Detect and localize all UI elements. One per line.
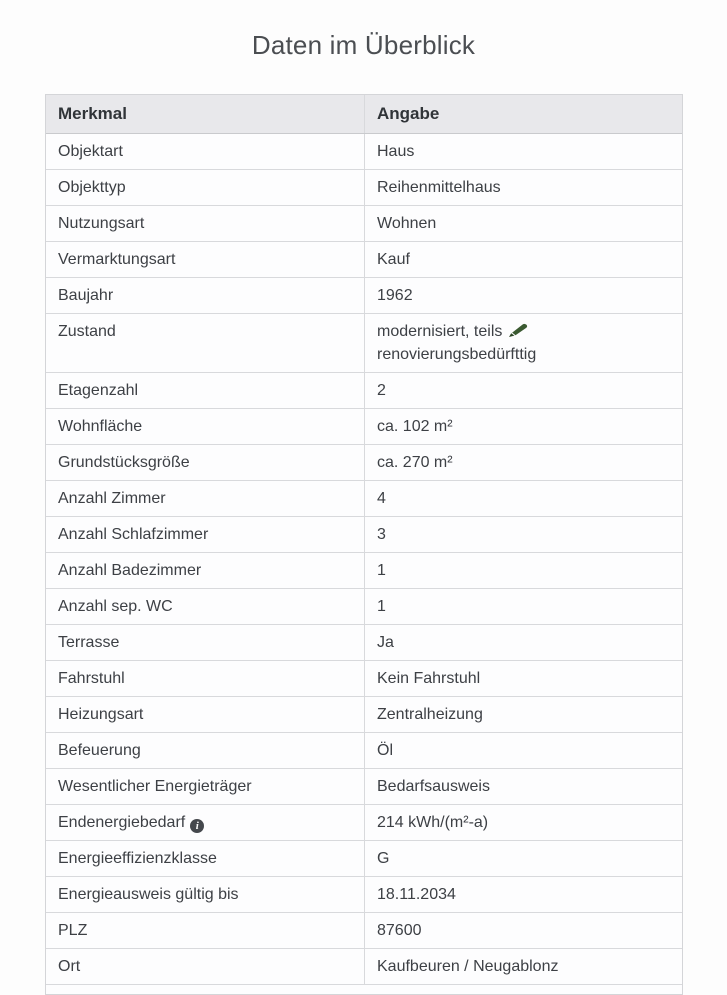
row-label: Baujahr: [58, 287, 114, 304]
row-label: Zustand: [58, 323, 116, 340]
row-value-cell: [364, 206, 682, 241]
row-value: Haus: [377, 143, 415, 160]
table-row: [46, 948, 682, 984]
row-label-cell: [46, 170, 364, 205]
row-label: Vermarktungsart: [58, 251, 176, 268]
row-value: Wohnen: [377, 215, 437, 232]
row-value: Reihenmittelhaus: [377, 179, 501, 196]
row-value: 18.11.2034: [377, 886, 456, 903]
row-label: Wesentlicher Energieträger: [58, 778, 252, 795]
row-value-cell: [364, 170, 682, 205]
row-label: Anzahl sep. WC: [58, 598, 173, 615]
row-value: Kein Fahrstuhl: [377, 670, 481, 687]
row-value: 1962: [377, 287, 413, 304]
row-value-cell: [364, 661, 682, 696]
row-value: Bedarfsausweis: [377, 778, 490, 795]
property-data-page: [0, 30, 727, 990]
row-value-cell: [364, 877, 682, 912]
table-row: [46, 804, 682, 840]
row-value: 214 kWh/(m²-a): [377, 814, 489, 831]
table-row: [46, 372, 682, 408]
row-label: Terrasse: [58, 634, 120, 651]
table-row: [46, 552, 682, 588]
table-row: [46, 241, 682, 277]
row-value: Zentralheizung: [377, 706, 483, 723]
row-label-cell: [46, 409, 364, 444]
page-title: Daten im Überblick: [251, 30, 476, 60]
table-row: [46, 696, 682, 732]
row-label-cell: [46, 481, 364, 516]
row-label: Grundstücksgröße: [58, 454, 190, 471]
table-row: [46, 444, 682, 480]
row-value-cell: [364, 733, 682, 768]
table-row: [46, 313, 682, 372]
row-label: Anzahl Badezimmer: [58, 562, 202, 579]
table-row: [46, 205, 682, 241]
row-label-cell: [46, 841, 364, 876]
table-row: [46, 912, 682, 948]
table-row: [46, 732, 682, 768]
row-label-cell: [46, 206, 364, 241]
row-value-cell: [364, 314, 682, 372]
row-value-cell: [364, 913, 682, 948]
table-row: [46, 768, 682, 804]
row-value-cell: [364, 697, 682, 732]
row-value: 87600: [377, 922, 422, 939]
table-row: [46, 660, 682, 696]
table-row: [46, 169, 682, 205]
row-label: Wohnfläche: [58, 418, 143, 435]
row-label: Heizungsart: [58, 706, 144, 723]
row-label: Nutzungsart: [58, 215, 145, 232]
row-value: 1: [377, 598, 386, 615]
row-label: Objekttyp: [58, 179, 126, 196]
row-label-cell: [46, 805, 364, 840]
property-data-table: [45, 94, 683, 995]
row-value: Öl: [377, 742, 393, 759]
row-label-cell: [46, 134, 364, 169]
row-label-cell: [46, 517, 364, 552]
row-label-cell: [46, 949, 364, 984]
row-label-cell: [46, 625, 364, 660]
row-label: Energieausweis gültig bis: [58, 886, 239, 903]
row-label: Anzahl Zimmer: [58, 490, 166, 507]
row-value-cell: [364, 805, 682, 840]
row-value-cell: [364, 242, 682, 277]
info-icon[interactable]: i: [190, 819, 204, 833]
row-label-cell: [46, 913, 364, 948]
row-label: Endenergiebedarf: [58, 814, 186, 831]
table-row: [46, 516, 682, 552]
row-label-cell: [46, 242, 364, 277]
table-row-partial: [46, 984, 682, 994]
row-value: ca. 270 m²: [377, 454, 453, 471]
row-label-cell: [46, 373, 364, 408]
row-label: Objektart: [58, 143, 123, 160]
row-label: Ort: [58, 958, 81, 975]
pencil-icon: [508, 323, 529, 344]
column-header-angabe: Angabe: [364, 95, 682, 133]
row-value-cell: [364, 553, 682, 588]
table-row: [46, 624, 682, 660]
row-value-cell: [364, 841, 682, 876]
row-value-cell: [364, 134, 682, 169]
row-value: modernisiert, teils: [377, 323, 503, 340]
row-label-cell: [46, 278, 364, 313]
row-value: 4: [377, 490, 386, 507]
row-label-cell: [46, 733, 364, 768]
row-value-cell: [364, 517, 682, 552]
row-value: G: [377, 850, 390, 867]
row-label: Energieeffizienzklasse: [58, 850, 217, 867]
row-label-cell: [46, 877, 364, 912]
row-value: 2: [377, 382, 386, 399]
row-value-cell: [364, 445, 682, 480]
table-row: [46, 134, 682, 169]
table-header-row: [46, 95, 682, 134]
row-label-cell: [46, 553, 364, 588]
row-label: Etagenzahl: [58, 382, 139, 399]
row-value: Ja: [377, 634, 394, 651]
row-value: 3: [377, 526, 386, 543]
table-row: [46, 876, 682, 912]
row-label-cell: [46, 769, 364, 804]
row-label: Fahrstuhl: [58, 670, 125, 687]
row-value-line2: renovierungsbedürfttig: [377, 346, 537, 363]
row-value-cell: [364, 949, 682, 984]
row-value-cell: [364, 373, 682, 408]
table-row: [46, 840, 682, 876]
row-value: Kauf: [377, 251, 410, 268]
row-label-cell: [46, 314, 364, 372]
row-label: Befeuerung: [58, 742, 141, 759]
table-row: [46, 480, 682, 516]
row-value: Kaufbeuren / Neugablonz: [377, 958, 559, 975]
row-value: 1: [377, 562, 386, 579]
row-value-cell: [364, 589, 682, 624]
row-value-cell: [364, 625, 682, 660]
row-label-cell: [46, 697, 364, 732]
row-label-cell: [46, 589, 364, 624]
row-label: PLZ: [58, 922, 88, 939]
row-label-cell: [46, 661, 364, 696]
column-header-merkmal: Merkmal: [58, 104, 127, 123]
table-row: [46, 588, 682, 624]
table-row: [46, 408, 682, 444]
row-value-cell: [364, 481, 682, 516]
row-value-cell: [364, 769, 682, 804]
row-label: Anzahl Schlafzimmer: [58, 526, 209, 543]
row-value-cell: [364, 409, 682, 444]
row-label-cell: [46, 445, 364, 480]
table-row: [46, 277, 682, 313]
table-rows: [46, 134, 682, 984]
row-value-cell: [364, 278, 682, 313]
row-value: ca. 102 m²: [377, 418, 453, 435]
